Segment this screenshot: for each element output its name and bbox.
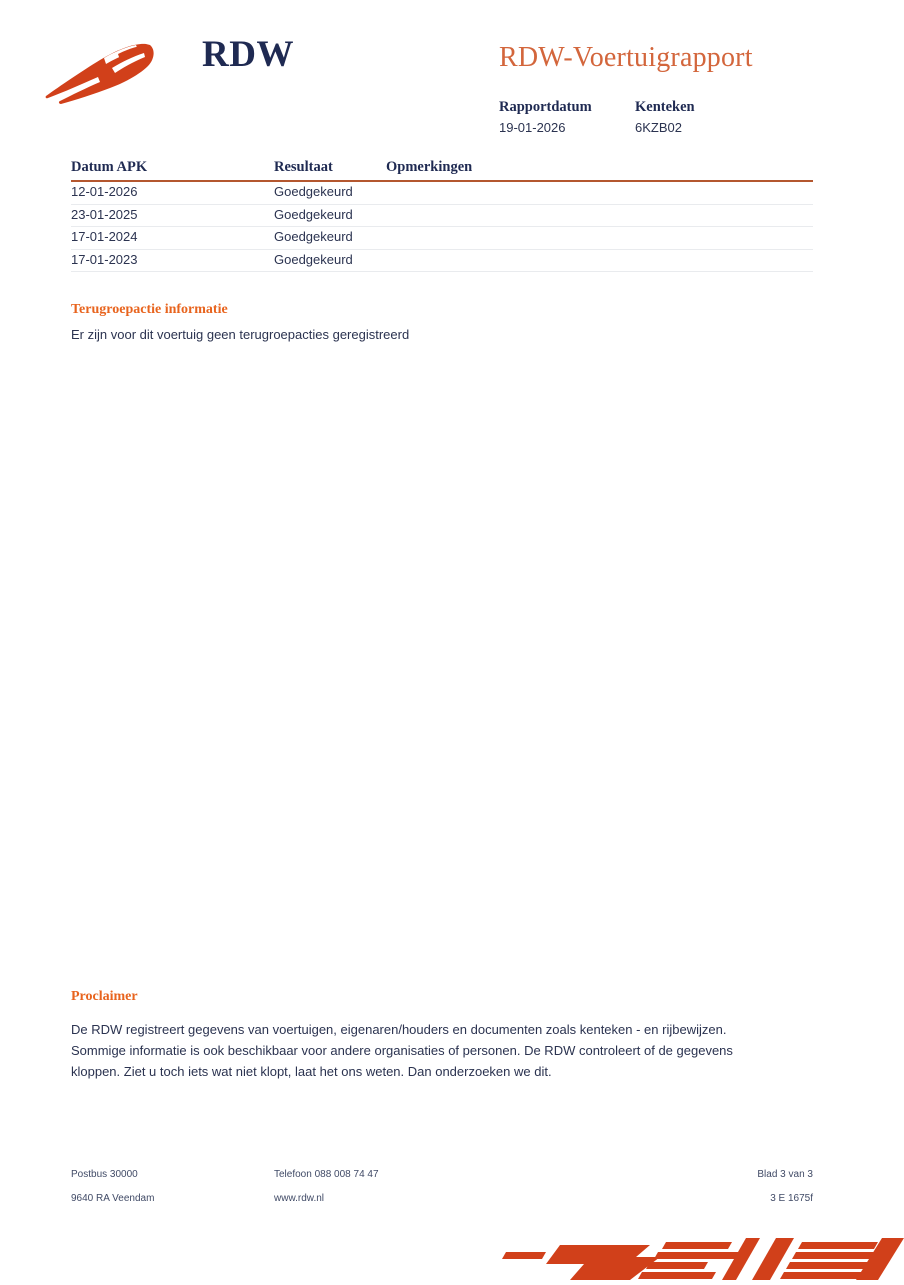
footer-city: 9640 RA Veendam xyxy=(71,1193,155,1204)
rdw-wordmark: RDW xyxy=(202,34,294,75)
recall-section-text: Er zijn voor dit voertuig geen terugroepacties geregistreerd xyxy=(71,327,410,342)
speed-stripes-decoration-icon xyxy=(490,1228,904,1280)
meta-value-kenteken: 6KZB02 xyxy=(635,120,682,135)
apk-history-table xyxy=(71,159,813,272)
document-footer xyxy=(71,1168,813,1216)
cell-resultaat: Goedgekeurd xyxy=(274,229,353,244)
footer-postbus: Postbus 30000 xyxy=(71,1169,138,1180)
cell-resultaat: Goedgekeurd xyxy=(274,184,353,199)
recall-information-section xyxy=(71,301,813,345)
footer-line-1 xyxy=(71,1168,813,1192)
column-header-opmerkingen: Opmerkingen xyxy=(386,159,473,175)
meta-col-kenteken xyxy=(635,98,771,117)
cell-resultaat: Goedgekeurd xyxy=(274,251,353,267)
meta-value-rapportdatum: 19-01-2026 xyxy=(499,120,566,135)
cell-resultaat: Goedgekeurd xyxy=(274,206,353,222)
cell-datum: 17-01-2023 xyxy=(71,251,138,267)
column-header-datum-apk: Datum APK xyxy=(71,159,148,175)
table-header-row xyxy=(71,159,813,182)
meta-label-rapportdatum: Rapportdatum xyxy=(499,99,592,115)
page-title: RDW-Voertuigrapport xyxy=(499,42,753,73)
table-row xyxy=(71,182,813,205)
rdw-logo xyxy=(42,30,342,110)
footer-line-2 xyxy=(71,1192,813,1216)
proclaimer-section-text: De RDW registreert gegevens van voertuigen, eigenaren/houders en documenten zoals kenteken - en rijbewijzen. Sommige informatie is ook beschikbaar voor andere organisaties of personen. De RDW controleert of de gegevens kloppen. Ziet u toch iets wat niet klopt, laat het ons weten. Dan onderzoeken we dit. xyxy=(71,1022,733,1079)
footer-website-link[interactable]: www.rdw.nl xyxy=(274,1193,325,1204)
footer-telephone: Telefoon 088 008 74 47 xyxy=(274,1169,379,1180)
footer-document-code: 3 E 1675f xyxy=(770,1193,813,1204)
recall-section-title: Terugroepactie informatie xyxy=(71,302,228,317)
meta-labels-row xyxy=(499,98,859,117)
table-row xyxy=(71,227,813,250)
footer-page-number: Blad 3 van 3 xyxy=(757,1169,813,1180)
meta-value-col-rapportdatum xyxy=(499,117,635,138)
proclaimer-section xyxy=(71,988,813,1082)
meta-col-rapportdatum xyxy=(499,98,635,117)
rdw-feather-logo-icon xyxy=(42,38,170,106)
column-header-resultaat: Resultaat xyxy=(274,159,333,175)
meta-values-row xyxy=(499,117,859,138)
cell-datum: 23-01-2025 xyxy=(71,206,138,222)
meta-value-col-kenteken xyxy=(635,117,771,138)
table-row xyxy=(71,205,813,228)
cell-datum: 12-01-2026 xyxy=(71,184,138,199)
document-header xyxy=(0,0,904,150)
proclaimer-section-title: Proclaimer xyxy=(71,989,138,1004)
report-meta xyxy=(499,98,859,138)
cell-datum: 17-01-2024 xyxy=(71,229,138,244)
table-row xyxy=(71,250,813,273)
meta-label-kenteken: Kenteken xyxy=(635,99,695,115)
